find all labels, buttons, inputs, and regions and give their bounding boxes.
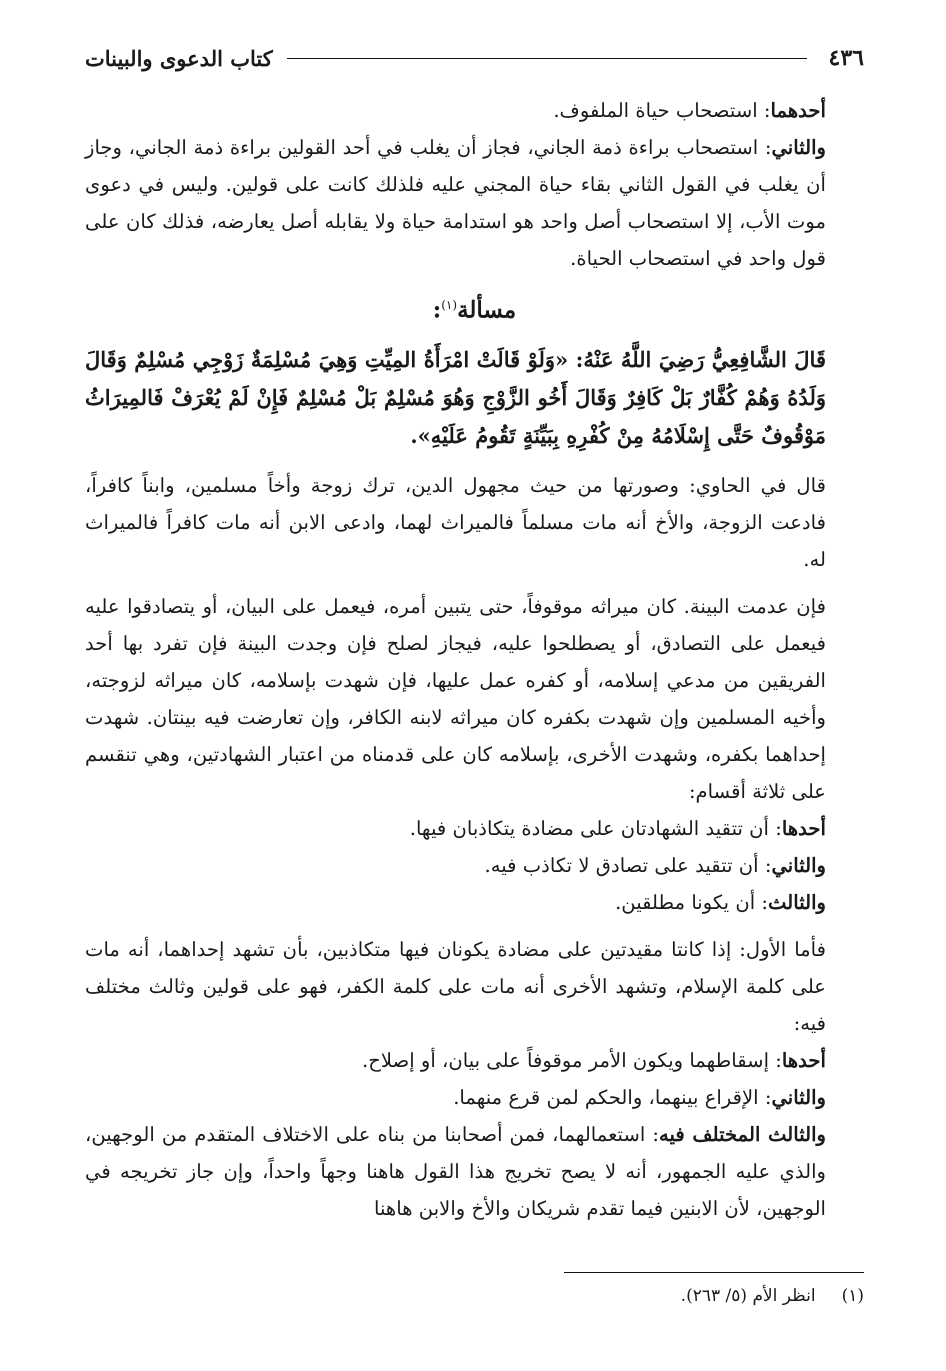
first-label: أحدهما — [770, 99, 826, 122]
shafii-quote: قَالَ الشَّافِعِيُّ رَضِيَ اللَّهُ عَنْهُ: «وَلَوْ قَالَتْ امْرَأَةُ المِيِّتِ وَهِيَ مُسْلِمَةٌ زَوْجِي مُسْلِمٌ وَقَالَ وَلَدُهُ وَهُمْ كُفَّارٌ بَلْ كَافِرٌ وَقَالَ أَخُو الزَّوْجِ وَهُوَ مُسْلِمٌ بَلْ مُسْلِمٌ فَإِنْ لَمْ يُعْرَفْ فَالمِيرَاثُ مَوْقُوفٌ حَتَّى إِسْلَامُهُ مِنْ كُفْرِهِ بِبَيِّنَةٍ تَقُومُ عَلَيْهِ». — [85, 346, 826, 448]
body-paragraph-4 — [85, 1116, 864, 1227]
body-paragraph-2: فإن عدمت البينة. كان ميراثه موقوفاً، حتى يتبين أمره، فيعمل على البيان، أو يتصادقوا عليه فيعمل على التصادق، أو يصطلحوا عليه، فيجاز لصلح فإن وجدت البينة فإن تفرد بها أحد الفريقين من مدعي إسلامه، أو كفره عمل عليها، فإن شهدت بإسلامه، كان ميراثه لزوجته، وأخيه المسلمين وإن شهدت بكفره كان ميراثه لابنه الكافر، وإن تعارضت فيه بينتان. شهدت إحداهما بكفره، وشهدت الأخرى، بإسلامه كان على قدمناه من اعتبار الشهادتين، وهي تنقسم على ثلاثة أقسام: — [85, 594, 826, 803]
second-label: والثاني — [771, 136, 826, 159]
list-item-1-text: : أن تتقيد الشهادتان على مضادة يتكاذبان فيها. — [409, 816, 782, 840]
footnote-marker: (١) — [841, 1286, 864, 1306]
opinion-item-2-text: : الإقراع بينهما، والحكم لمن قرع منهما. — [453, 1085, 772, 1109]
body-paragraph-3: فأما الأول: إذا كانتا مقيدتين على مضادة يكونان فيها متكاذبين، بأن تشهد إحداهما، أنه مات على كلمة الإسلام، وتشهد الأخرى أنه مات على كلمة الكفر، فهو على قولين وثالث مختلف فيه: — [85, 937, 826, 1035]
opinion-item-2-label: والثاني — [771, 1085, 826, 1109]
list-item-1 — [85, 810, 864, 847]
list-item-1-label: أحدها — [781, 816, 826, 840]
opinion-item-1-label: أحدها — [781, 1048, 826, 1072]
heading-colon: : — [432, 296, 442, 324]
header-rule — [287, 58, 807, 59]
first-line — [85, 92, 864, 129]
list-item-3-label: والثالث — [768, 890, 826, 914]
heading-footnote-marker: (١) — [441, 298, 458, 312]
page-header — [85, 38, 864, 78]
second-text: : استصحاب براءة ذمة الجاني، فجاز أن يغلب في أحد القولين براءة ذمة الجاني، وجاز أن يغلب في القول الثاني بقاء حياة المجني عليه فلذلك كانت على قولين. وليس في دعوى موت الأب، إلا استصحاب أصل واحد هو استدامة حياة ولا يقابله أصل يعارضه، فذلك كان على قول واحد في استصحاب الحياة. — [85, 136, 826, 270]
body-paragraph-4-label: والثالث المختلف فيه — [658, 1122, 826, 1146]
heading-label: مسألة — [457, 296, 517, 324]
second-paragraph — [85, 129, 864, 277]
opinion-item-2 — [85, 1079, 864, 1116]
body-paragraph-4-text: : استعمالهما، فمن أصحابنا من بناه على الاختلاف المتقدم من الوجهين، والذي عليه الجمهور، أنه لا يصح تخريج هذا القول هاهنا وجهاً واحداً، وإن جاز تخريجه في الوجهين، لأن الابنين فيما تقدم شريكان والأخ والابن هاهنا — [85, 1122, 826, 1220]
section-heading — [85, 283, 864, 333]
first-text: : استصحاب حياة الملفوف. — [553, 99, 771, 122]
list-item-3-text: : أن يكونا مطلقين. — [615, 890, 769, 914]
page-number: ٤٣٦ — [828, 45, 864, 71]
body-paragraph-1: قال في الحاوي: وصورتها من حيث مجهول الدين، ترك زوجة وأخاً مسلمين، وابناً كافراً، فادعت الزوجة، والأخ أنه مات مسلماً فالميراث لهما، وادعى الابن أنه مات كافراً فالميراث له. — [85, 473, 826, 571]
list-item-3 — [85, 884, 864, 921]
opinion-item-1-text: : إسقاطهما ويكون الأمر موقوفاً على بيان، أو إصلاح. — [362, 1048, 782, 1072]
book-title: كتاب الدعوى والبينات — [85, 45, 273, 71]
list-item-2-text: : أن تتقيد على تصادق لا تكاذب فيه. — [484, 853, 772, 877]
footnote-rule — [564, 1272, 864, 1273]
opinion-item-1 — [85, 1042, 864, 1079]
footnote-text: انظر الأم (٥/ ٢٦٣). — [680, 1286, 816, 1306]
footnote — [681, 1283, 864, 1309]
list-item-2-label: والثاني — [771, 853, 826, 877]
list-item-2 — [85, 847, 864, 884]
